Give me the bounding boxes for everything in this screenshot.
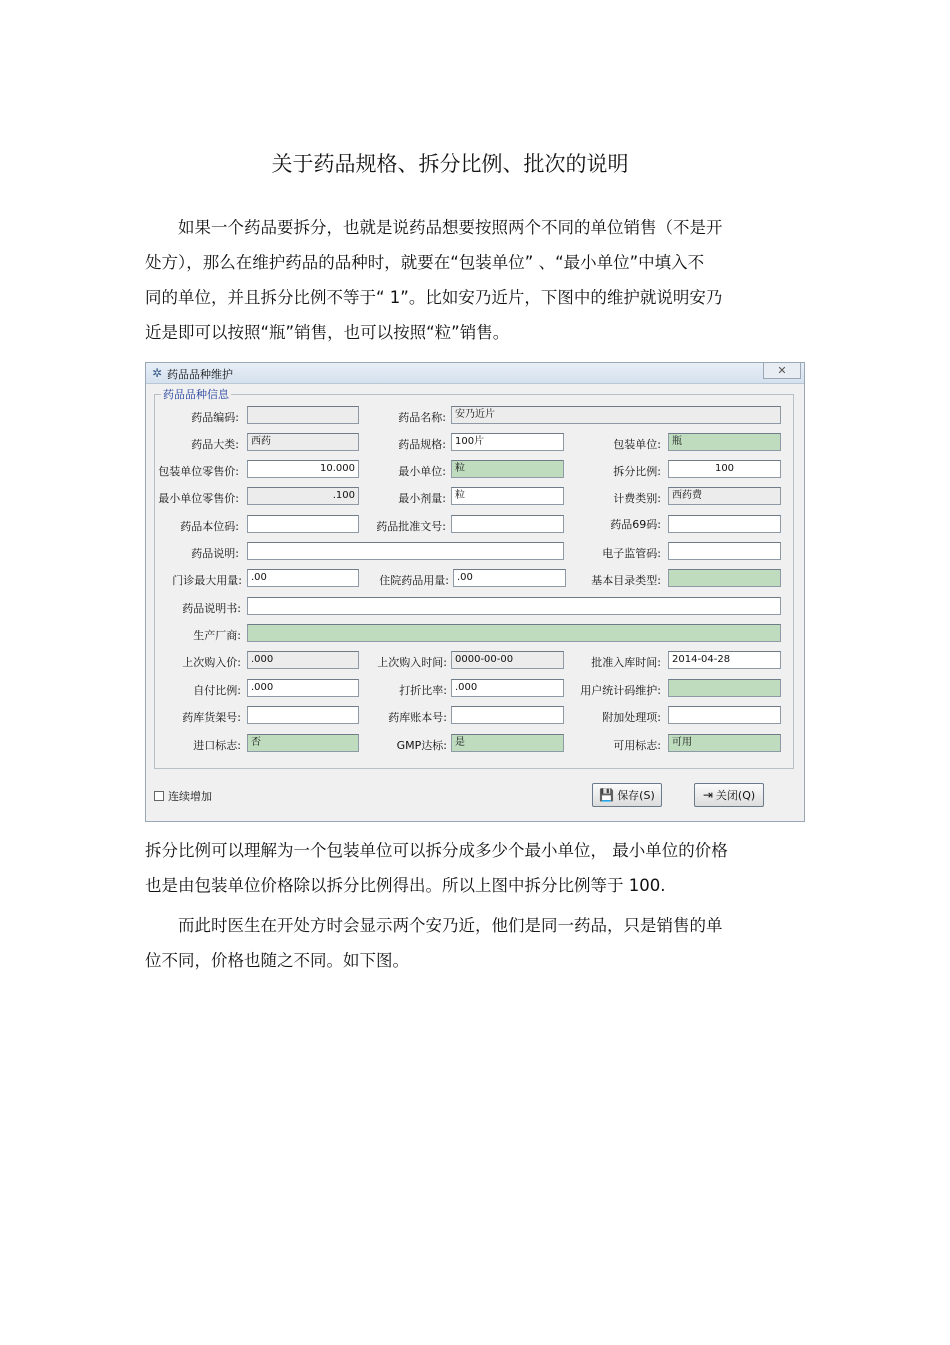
pack-unit-label: 包装单位: (613, 438, 661, 451)
spec-field[interactable]: 100片 (451, 433, 564, 451)
min-unit-field[interactable]: 粒 (451, 460, 564, 478)
text-line: 同的单位，并且拆分比例不等于“ 1”。比如安乃近片，下图中的维护就说明安乃 (145, 288, 723, 307)
split-ratio-field[interactable]: 100 (668, 460, 781, 478)
pack-price-field[interactable]: 10.000 (247, 460, 359, 478)
fee-type-field[interactable]: 西药费 (668, 487, 781, 505)
supervise-code-field[interactable] (668, 542, 781, 560)
text-line: 也是由包装单位价格除以拆分比例得出。所以上图中拆分比例等于 100. (145, 876, 666, 895)
floppy-disk-icon: 💾 (599, 788, 615, 802)
import-flag-field[interactable]: 否 (247, 734, 359, 752)
spec-label: 药品规格: (398, 438, 446, 451)
last-time-field[interactable]: 0000-00-00 (451, 651, 564, 669)
text-line: 处方），那么在维护药品的品种时，就要在“包装单位” 、“最小单位”中填入不 (145, 253, 705, 272)
exit-door-icon: ⇥ (702, 788, 713, 802)
last-price-field[interactable]: .000 (247, 651, 359, 669)
approval-no-field[interactable] (451, 515, 564, 533)
approval-no-label: 药品批准文号: (376, 520, 446, 533)
gmp-label: GMP达标: (396, 739, 447, 752)
text-line: 而此时医生在开处方时会显示两个安乃近，他们是同一药品，只是销售的单 (178, 916, 723, 935)
pack-unit-field[interactable]: 瓶 (668, 433, 781, 451)
dialog-title: 药品品种维护 (167, 368, 233, 381)
pack-price-label: 包装单位零售价: (158, 465, 239, 478)
last-time-label: 上次购入时间: (377, 656, 447, 669)
stat-code-label: 用户统计码维护: (580, 684, 661, 697)
import-flag-label: 进口标志: (193, 739, 241, 752)
save-button-label: 保存(S) (617, 789, 655, 802)
min-dose-label: 最小剂量: (398, 492, 446, 505)
code69-field[interactable] (668, 515, 781, 533)
drug-maintenance-dialog (145, 362, 805, 822)
continuous-add-checkbox[interactable] (154, 791, 164, 801)
close-button-label: 关闭(Q) (715, 789, 756, 802)
code-label: 药品编码: (191, 411, 239, 424)
batch-time-field[interactable]: 2014-04-28 (668, 651, 781, 669)
discount-label: 打折比率: (399, 684, 447, 697)
text-line: 近是即可以按照“瓶”销售，也可以按照“粒”销售。 (145, 323, 510, 342)
dialog-titlebar (146, 363, 804, 384)
shelf-no-field[interactable] (247, 706, 359, 724)
shelf-no-label: 药库货架号: (182, 711, 241, 724)
inpatient-dose-field[interactable]: .00 (453, 569, 566, 587)
account-no-label: 药库账本号: (388, 711, 447, 724)
self-pay-field[interactable]: .000 (247, 679, 359, 697)
fee-type-label: 计费类别: (613, 492, 661, 505)
name-field[interactable]: 安乃近片 (451, 406, 781, 424)
discount-field[interactable]: .000 (451, 679, 564, 697)
catalog-type-label: 基本目录类型: (591, 574, 661, 587)
save-button[interactable] (592, 783, 662, 807)
local-code-field[interactable] (247, 515, 359, 533)
page-title: 关于药品规格、拆分比例、批次的说明 (271, 152, 629, 176)
outpatient-max-label: 门诊最大用量: (172, 574, 242, 587)
group-legend: 药品品种信息 (163, 388, 229, 401)
gear-icon: ✲ (151, 366, 163, 380)
category-label: 药品大类: (191, 438, 239, 451)
extra-label: 附加处理项: (602, 711, 661, 724)
split-ratio-label: 拆分比例: (613, 465, 661, 478)
min-unit-label: 最小单位: (398, 465, 446, 478)
paragraph-2 (145, 833, 805, 903)
min-price-field[interactable]: .100 (247, 487, 359, 505)
local-code-label: 药品本位码: (180, 520, 239, 533)
stat-code-field[interactable] (668, 679, 781, 697)
text-line: 拆分比例可以理解为一个包装单位可以拆分成多少个最小单位， 最小单位的价格 (145, 841, 728, 860)
batch-time-label: 批准入库时间: (591, 656, 661, 669)
min-price-label: 最小单位零售价: (158, 492, 239, 505)
desc-field[interactable] (247, 542, 564, 560)
close-button[interactable] (694, 783, 764, 807)
manual-field[interactable] (247, 597, 781, 615)
extra-field[interactable] (668, 706, 781, 724)
supervise-code-label: 电子监管码: (602, 547, 661, 560)
text-line: 位不同，价格也随之不同。如下图。 (145, 951, 409, 970)
manual-label: 药品说明书: (182, 602, 241, 615)
text-line: 如果一个药品要拆分，也就是说药品想要按照两个不同的单位销售（不是开 (178, 218, 723, 237)
min-dose-field[interactable]: 粒 (451, 487, 564, 505)
catalog-type-field[interactable] (668, 569, 781, 587)
available-label: 可用标志: (613, 739, 661, 752)
inpatient-dose-label: 住院药品用量: (379, 574, 449, 587)
manufacturer-label: 生产厂商: (193, 629, 241, 642)
code-field[interactable] (247, 406, 359, 424)
code69-label: 药品69码: (610, 518, 661, 531)
paragraph-1 (145, 210, 805, 350)
paragraph-3 (145, 908, 805, 978)
gmp-field[interactable]: 是 (451, 734, 564, 752)
account-no-field[interactable] (451, 706, 564, 724)
outpatient-max-field[interactable]: .00 (247, 569, 359, 587)
close-icon[interactable]: ✕ (763, 363, 801, 379)
available-field[interactable]: 可用 (668, 734, 781, 752)
manufacturer-field[interactable] (247, 624, 781, 642)
name-label: 药品名称: (398, 411, 446, 424)
last-price-label: 上次购入价: (182, 656, 241, 669)
continuous-add-label: 连续增加 (168, 790, 212, 803)
desc-label: 药品说明: (191, 547, 239, 560)
category-field[interactable]: 西药 (247, 433, 359, 451)
self-pay-label: 自付比例: (193, 684, 241, 697)
